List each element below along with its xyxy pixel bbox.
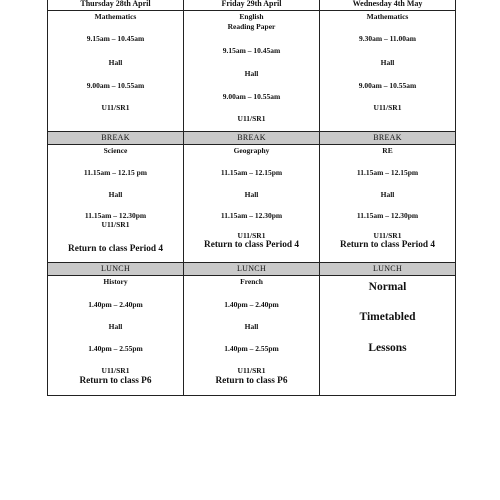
room-time: 9.00am – 10.55am (86, 81, 145, 90)
venue: Hall (380, 58, 395, 67)
exam-timetable (47, 0, 455, 396)
lunch-label: LUNCH (48, 263, 184, 276)
return-note: Return to class Period 4 (339, 240, 436, 250)
exam-time: 9.30am – 11.00am (358, 34, 417, 43)
break-row (48, 132, 456, 145)
venue: Hall (244, 190, 259, 199)
venue: Hall (108, 322, 123, 331)
venue: Hall (244, 322, 259, 331)
venue: Hall (380, 190, 395, 199)
venue: Hall (108, 58, 123, 67)
exam-time: 11.15am – 12.15pm (356, 168, 419, 177)
room-time: 11.15am – 12.30pm (84, 211, 147, 220)
exam-time: 1.40pm – 2.40pm (224, 300, 279, 309)
room: U11/SR1 (237, 114, 266, 123)
room: U11/SR1 (237, 366, 266, 375)
afternoon-row (48, 276, 456, 396)
exam-time: 11.15am – 12.15 pm (83, 168, 148, 177)
exam-cell (48, 145, 184, 263)
room: U11/SR1 (237, 231, 266, 240)
day-header: Thursday 28th April (48, 0, 184, 11)
return-note: Return to class Period 4 (67, 244, 164, 254)
subject: English (239, 12, 264, 21)
exam-cell (48, 11, 184, 132)
exam-time: 9.15am – 10.45am (222, 46, 281, 55)
lunch-row (48, 263, 456, 276)
room-time: 1.40pm – 2.55pm (88, 344, 143, 353)
normal-label: Normal (368, 281, 407, 293)
subject: French (240, 277, 263, 286)
normal-lessons-cell (320, 276, 456, 396)
subject: History (103, 277, 128, 286)
exam-cell (320, 145, 456, 263)
subject: Mathematics (366, 12, 409, 21)
venue: Hall (108, 190, 123, 199)
subject: RE (382, 146, 393, 155)
room: U11/SR1 (373, 103, 402, 112)
room-time: 9.00am – 10.55am (222, 92, 281, 101)
subject: Mathematics (94, 12, 137, 21)
day-header: Wednesday 4th May (320, 0, 456, 11)
exam-cell (184, 145, 320, 263)
timetabled-label: Timetabled (359, 311, 416, 323)
room-time: 9.00am – 10.55am (358, 81, 417, 90)
break-label: BREAK (320, 132, 456, 145)
venue: Hall (244, 69, 259, 78)
return-note: Return to class Period 4 (203, 240, 300, 250)
room-time: 1.40pm – 2.55pm (224, 344, 279, 353)
lunch-label: LUNCH (184, 263, 320, 276)
subject-detail: Reading Paper (227, 22, 276, 31)
exam-time: 1.40pm – 2.40pm (88, 300, 143, 309)
exam-cell (48, 276, 184, 396)
room: U11/SR1 (101, 366, 130, 375)
subject: Geography (233, 146, 270, 155)
room: U11/SR1 (373, 231, 402, 240)
header-row (48, 0, 456, 11)
exam-time: 9.15am – 10.45am (86, 34, 145, 43)
return-note: Return to class P6 (215, 376, 288, 386)
midday-row (48, 145, 456, 263)
exam-cell (184, 11, 320, 132)
break-label: BREAK (184, 132, 320, 145)
exam-time: 11.15am – 12.15pm (220, 168, 283, 177)
timetable-table (47, 0, 456, 396)
lessons-label: Lessons (368, 342, 407, 354)
room: U11/SR1 (101, 220, 130, 229)
room-time: 11.15am – 12.30pm (356, 211, 419, 220)
return-note: Return to class P6 (79, 376, 152, 386)
room-time: 11.15am – 12.30pm (220, 211, 283, 220)
exam-cell (184, 276, 320, 396)
subject: Science (103, 146, 128, 155)
exam-cell (320, 11, 456, 132)
room: U11/SR1 (101, 103, 130, 112)
break-label: BREAK (48, 132, 184, 145)
lunch-label: LUNCH (320, 263, 456, 276)
morning-row (48, 11, 456, 132)
day-header: Friday 29th April (184, 0, 320, 11)
